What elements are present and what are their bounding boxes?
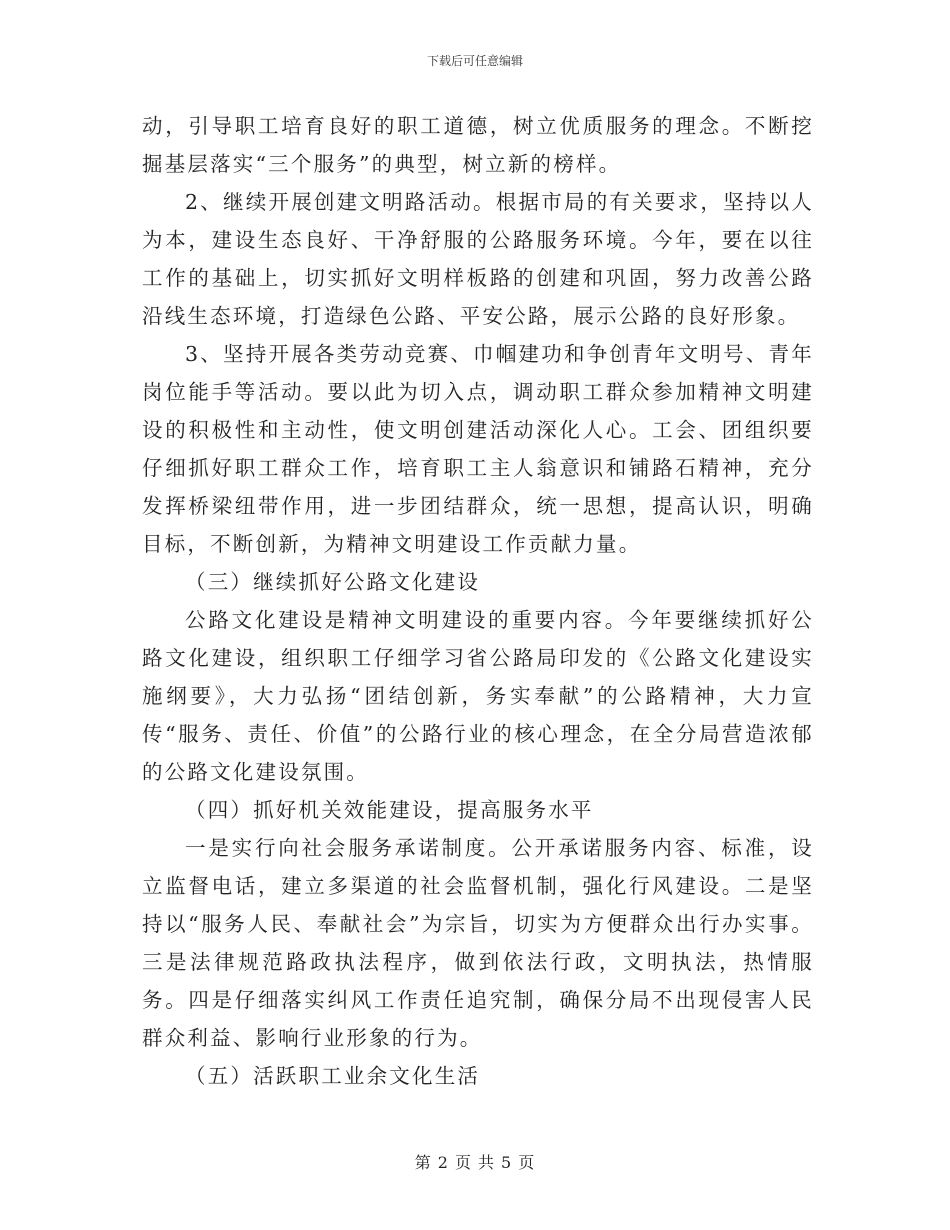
page-number-middle: 页 共 bbox=[454, 1153, 496, 1172]
paragraph-efficiency: 一是实行向社会服务承诺制度。公开承诺服务内容、标准，设立监督电话，建立多渠道的社会监督机制，强化行风建设。二是坚持以“服务人民、奉献社会”为宗旨，切实为方便群众出行办实事。三是法律规范路政执法程序，做到依法行政，文明执法，热情服务。四是仔细落实纠风工作责任追究制，确保分局不出现侵害人民群众利益、影响行业形象的行为。 bbox=[142, 836, 814, 1050]
page-footer bbox=[0, 1153, 950, 1173]
section-heading-3: （三）继续抓好公路文化建设 bbox=[185, 570, 481, 594]
section-heading-4: （四）抓好机关效能建设，提高服务水平 bbox=[185, 798, 594, 822]
section-heading-5: （五）活跃职工业余文化生活 bbox=[185, 1064, 481, 1088]
paragraph-item-2: 2、继续开展创建文明路活动。根据市局的有关要求，坚持以人为本，建设生态良好、干净舒服的公路服务环境。今年，要在以往工作的基础上，切实抓好文明样板路的创建和巩固，努力改善公路沿线生态环境，打造绿色公路、平安公路，展示公路的良好形象。 bbox=[142, 190, 814, 328]
page-number-prefix: 第 bbox=[414, 1153, 432, 1172]
paragraph-item-3: 3、坚持开展各类劳动竞赛、巾帼建功和争创青年文明号、青年岗位能手等活动。要以此为切入点，调动职工群众参加精神文明建设的积极性和主动性，使文明创建活动深化人心。工会、团组织要仔细抓好职工群众工作，培育职工主人翁意识和铺路石精神，充分发挥桥梁纽带作用，进一步团结群众，统一思想，提高认识，明确目标，不断创新，为精神文明建设工作贡献力量。 bbox=[142, 342, 814, 556]
document-body bbox=[142, 107, 814, 1095]
paragraph-culture: 公路文化建设是精神文明建设的重要内容。今年要继续抓好公路文化建设，组织职工仔细学习省公路局印发的《公路文化建设实施纲要》，大力弘扬“团结创新，务实奉献”的公路精神，大力宣传“服务、责任、价值”的公路行业的核心理念，在全分局营造浓郁的公路文化建设氛围。 bbox=[142, 608, 814, 784]
total-pages-number: 5 bbox=[501, 1153, 513, 1172]
page-header: 下载后可任意编辑 bbox=[426, 54, 523, 68]
page-number-suffix: 页 bbox=[518, 1153, 536, 1172]
paragraph-continuation: 动，引导职工培育良好的职工道德，树立优质服务的理念。不断挖掘基层落实“三个服务”的典型，树立新的榜样。 bbox=[142, 114, 814, 176]
current-page-number: 2 bbox=[437, 1153, 449, 1172]
